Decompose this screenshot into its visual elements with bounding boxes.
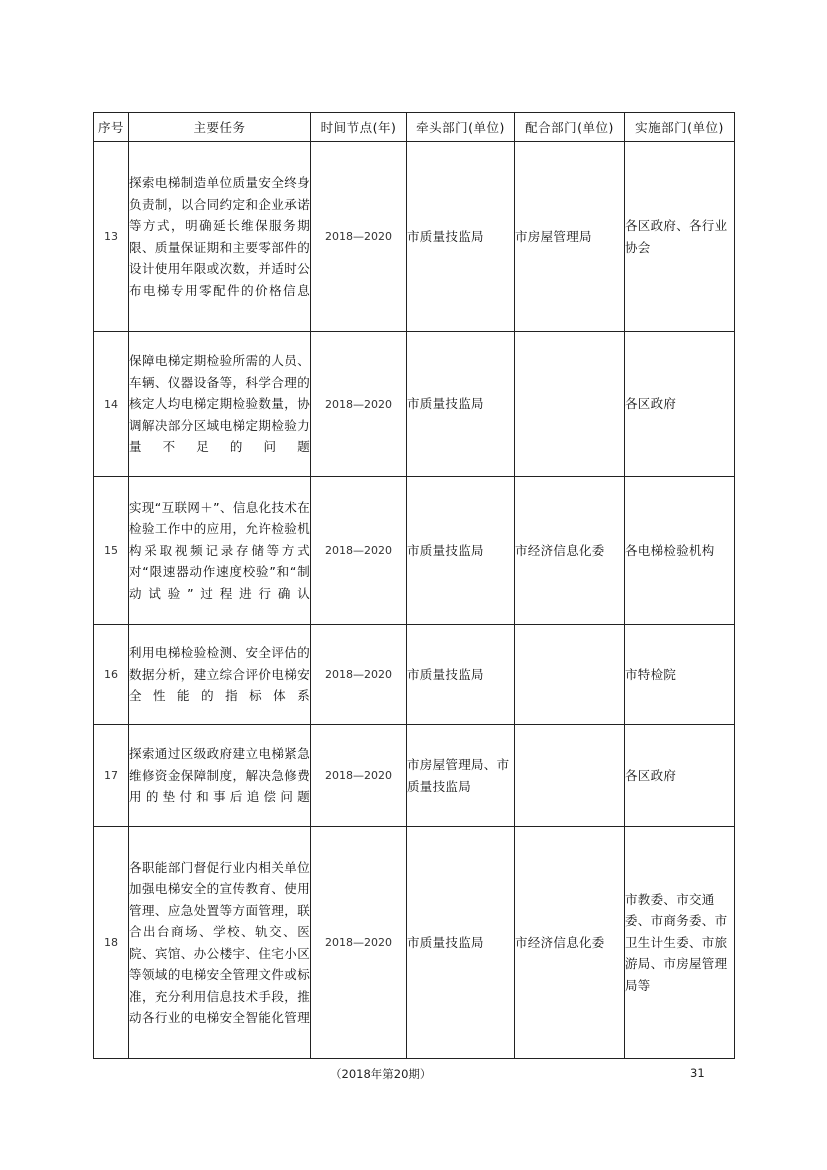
header-lead: 牵头部门(单位) [407,113,515,142]
row-lead: 市质量技监局 [407,332,515,477]
row-coop [515,725,625,827]
row-lead: 市质量技监局 [407,625,515,725]
row-time: 2018—2020 [311,625,407,725]
row-impl: 各区政府 [625,332,735,477]
row-number: 17 [94,725,129,827]
row-coop: 市房屋管理局 [515,142,625,332]
row-coop [515,332,625,477]
row-task: 探索电梯制造单位质量安全终身负责制，以合同约定和企业承诺等方式，明确延长维保服务期限、质量保证期和主要零部件的设计使用年限或次数，并适时公布电梯专用零配件的价格信息 [129,142,311,332]
row-lead: 市质量技监局 [407,142,515,332]
table-row [94,332,735,477]
page-number: 31 [690,1066,705,1080]
row-lead: 市房屋管理局、市质量技监局 [407,725,515,827]
row-task: 利用电梯检验检测、安全评估的数据分析，建立综合评价电梯安全性能的指标体系 [129,625,311,725]
row-time: 2018—2020 [311,725,407,827]
row-task: 保障电梯定期检验所需的人员、车辆、仪器设备等，科学合理的核定人均电梯定期检验数量，协调解决部分区域电梯定期检验力量不足的问题 [129,332,311,477]
row-number: 14 [94,332,129,477]
table-row [94,477,735,625]
row-impl: 市教委、市交通委、市商务委、市卫生计生委、市旅游局、市房屋管理局等 [625,827,735,1059]
row-number: 13 [94,142,129,332]
header-task: 主要任务 [129,113,311,142]
row-time: 2018—2020 [311,142,407,332]
row-lead: 市质量技监局 [407,477,515,625]
row-time: 2018—2020 [311,477,407,625]
tasks-table [93,112,735,1059]
row-number: 16 [94,625,129,725]
table-row [94,725,735,827]
table-row [94,827,735,1059]
row-impl: 各区政府 [625,725,735,827]
row-coop: 市经济信息化委 [515,477,625,625]
row-time: 2018—2020 [311,332,407,477]
row-number: 15 [94,477,129,625]
header-impl: 实施部门(单位) [625,113,735,142]
row-lead: 市质量技监局 [407,827,515,1059]
row-task: 探索通过区级政府建立电梯紧急维修资金保障制度，解决急修费用的垫付和事后追偿问题 [129,725,311,827]
row-impl: 各电梯检验机构 [625,477,735,625]
row-coop: 市经济信息化委 [515,827,625,1059]
header-time: 时间节点(年) [311,113,407,142]
header-coop: 配合部门(单位) [515,113,625,142]
row-impl: 各区政府、各行业协会 [625,142,735,332]
row-task: 实现“互联网＋”、信息化技术在检验工作中的应用，允许检验机构采取视频记录存储等方式对“限速器动作速度校验”和“制动试验”过程进行确认 [129,477,311,625]
row-task: 各职能部门督促行业内相关单位加强电梯安全的宣传教育、使用管理、应急处置等方面管理，联合出台商场、学校、轨交、医院、宾馆、办公楼宇、住宅小区等领域的电梯安全管理文件或标准，充分利用信息技术手段，推动各行业的电梯安全智能化管理 [129,827,311,1059]
table-row [94,142,735,332]
table-header-row [94,113,735,142]
row-coop [515,625,625,725]
row-impl: 市特检院 [625,625,735,725]
header-no: 序号 [94,113,129,142]
footer-issue-label: （2018年第20期） [330,1067,432,1081]
row-number: 18 [94,827,129,1059]
row-time: 2018—2020 [311,827,407,1059]
table-row [94,625,735,725]
